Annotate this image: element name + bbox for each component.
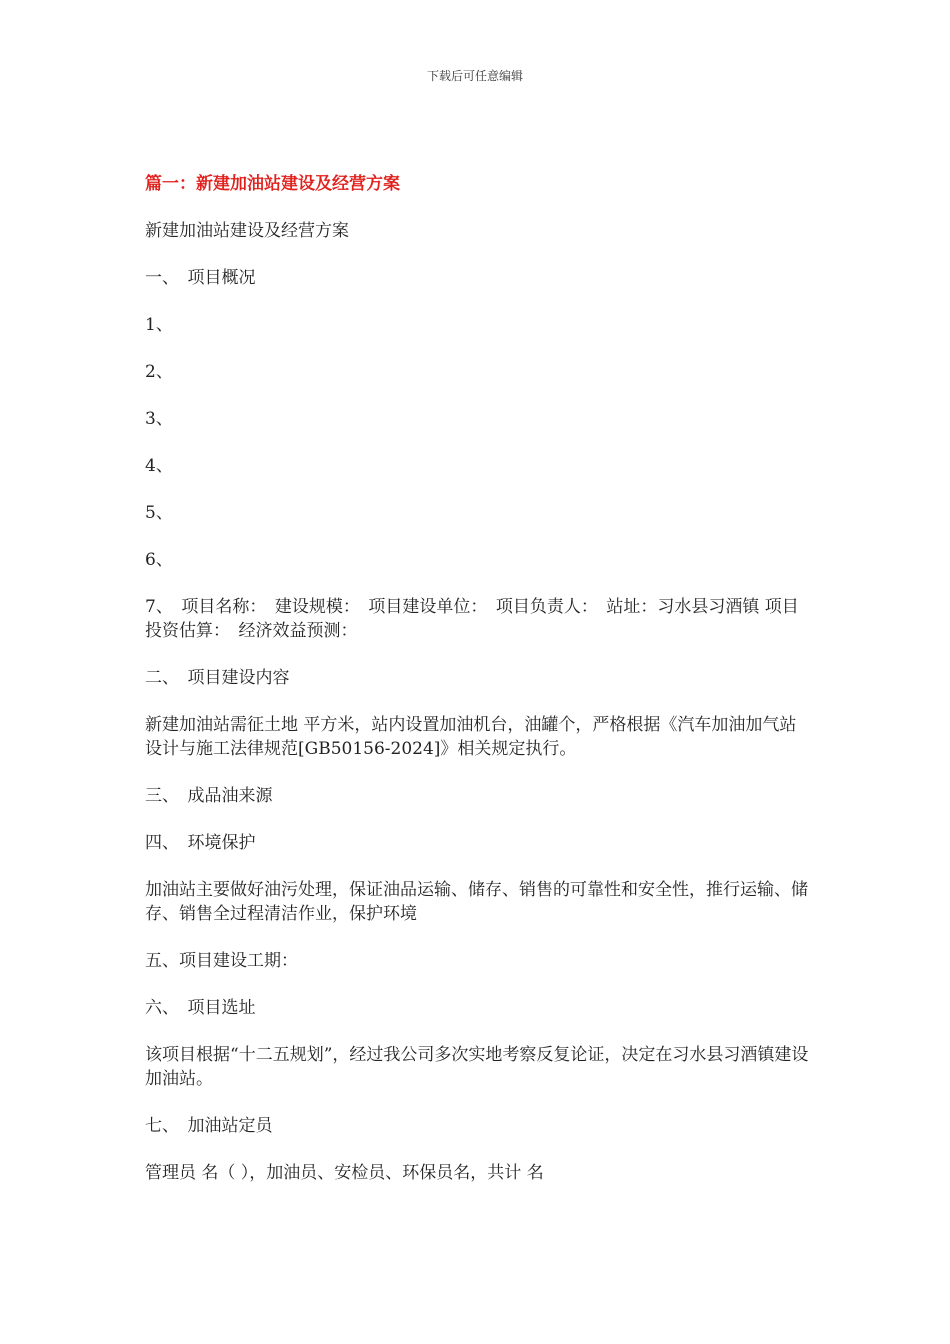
paragraph: 7、 项目名称： 建设规模： 项目建设单位： 项目负责人： 站址：习水县习酒镇 项目投资估算： 经济效益预测：	[145, 597, 799, 641]
section-heading: 六、 项目选址	[145, 998, 256, 1018]
paragraph: 该项目根据“十二五规划”，经过我公司多次实地考察反复论证，决定在习水县习酒镇建设加油站。	[145, 1045, 809, 1089]
section-heading: 二、 项目建设内容	[145, 668, 290, 688]
section-heading: 七、 加油站定员	[145, 1116, 273, 1136]
paragraph: 新建加油站建设及经营方案	[145, 221, 349, 241]
paragraph: 新建加油站需征土地 平方米，站内设置加油机台，油罐个，严格根据《汽车加油加气站设计与施工法律规范[GB50156-2024]》相关规定执行。	[145, 715, 797, 759]
list-item: 2、	[145, 362, 173, 382]
list-item: 6、	[145, 550, 173, 570]
list-item: 5、	[145, 503, 173, 523]
list-item: 1、	[145, 315, 173, 335]
list-item: 4、	[145, 456, 173, 476]
list-item: 3、	[145, 409, 173, 429]
paragraph: 加油站主要做好油污处理，保证油品运输、储存、销售的可靠性和安全性，推行运输、储存、销售全过程清洁作业，保护环境	[145, 880, 808, 924]
document-title: 篇一：新建加油站建设及经营方案	[145, 174, 400, 194]
document-body	[145, 172, 810, 1185]
section-heading: 三、 成品油来源	[145, 786, 273, 806]
section-heading: 五、项目建设工期：	[145, 951, 298, 971]
section-heading: 一、 项目概况	[145, 268, 256, 288]
paragraph: 管理员 名（ ），加油员、安检员、环保员名，共计 名	[145, 1163, 544, 1183]
page-header-note: 下载后可任意编辑	[426, 69, 523, 83]
section-heading: 四、 环境保护	[145, 833, 256, 853]
